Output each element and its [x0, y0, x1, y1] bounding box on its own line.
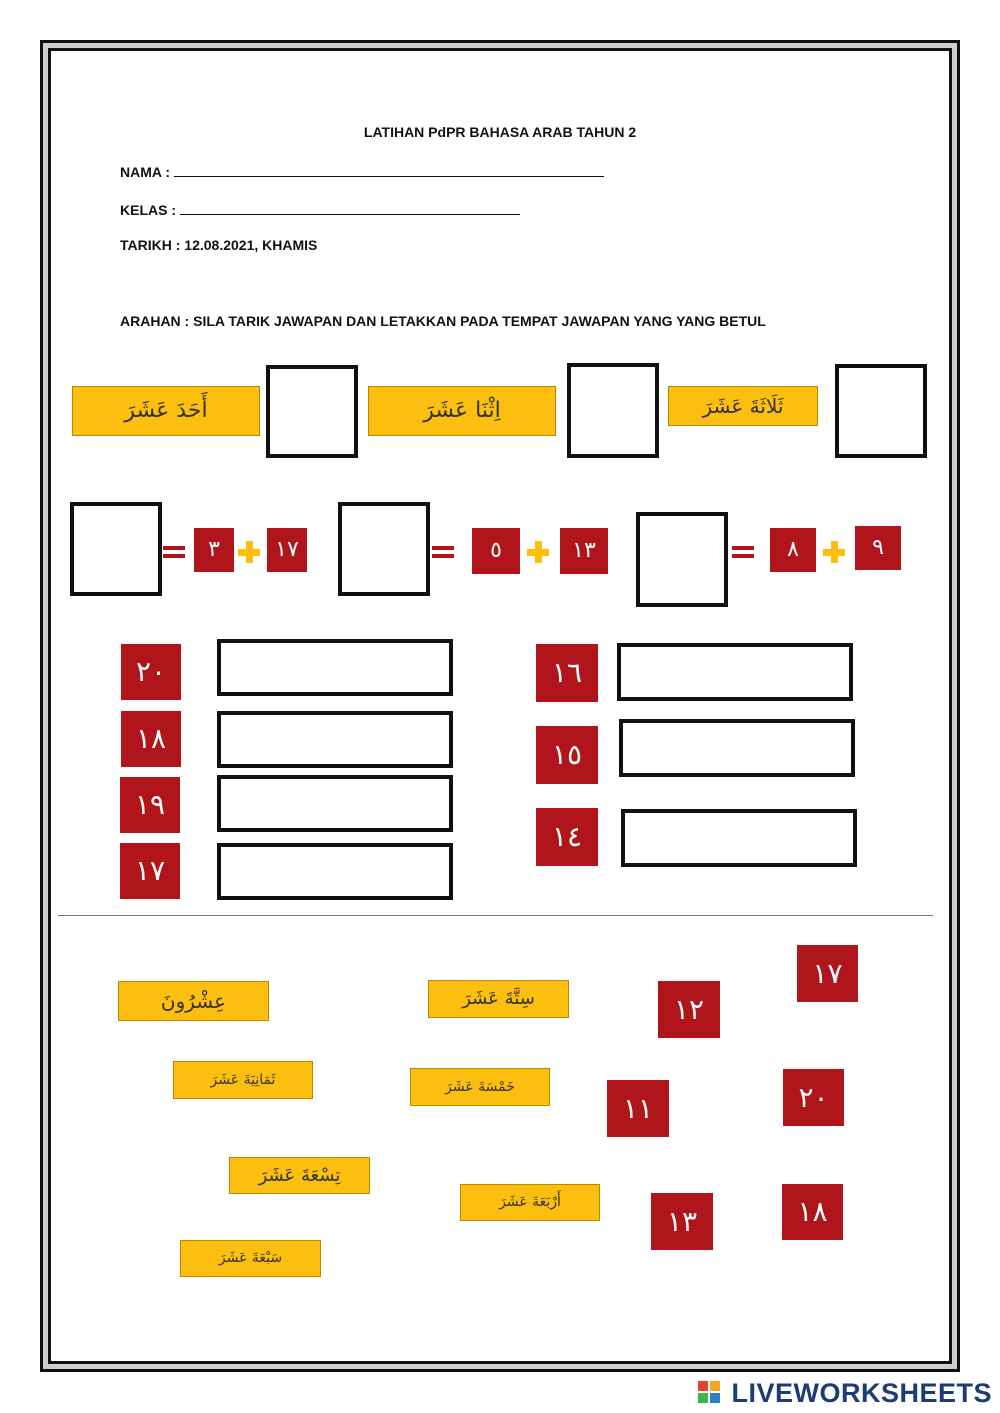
name-row — [120, 162, 604, 180]
number-card-16: ١٦ — [536, 644, 598, 702]
number-card-19: ١٩ — [120, 777, 180, 833]
equals-sign — [732, 546, 754, 558]
plus-icon — [238, 541, 260, 563]
drag-number-11[interactable]: ١١ — [607, 1080, 669, 1137]
equation-1-operand-a: ٣ — [194, 528, 234, 572]
drag-word-16[interactable]: سِتَّةَ عَشَرَ — [428, 980, 569, 1018]
equation-2-operand-a: ٥ — [472, 528, 520, 574]
name-line — [174, 162, 604, 177]
number-card-20: ٢٠ — [121, 644, 181, 700]
liveworksheets-brand: LIVEWORKSHEETS — [731, 1378, 992, 1408]
word-drop-box-15[interactable] — [619, 719, 855, 777]
word-drop-box-18[interactable] — [217, 711, 453, 768]
equation-answer-box-3[interactable] — [636, 512, 728, 607]
number-card-18: ١٨ — [121, 711, 181, 767]
plus-icon — [823, 541, 845, 563]
equation-answer-box-2[interactable] — [338, 502, 430, 596]
drag-word-19[interactable]: تِسْعَةَ عَشَرَ — [229, 1157, 370, 1194]
instruction: ARAHAN : SILA TARIK JAWAPAN DAN LETAKKAN PADA TEMPAT JAWAPAN YANG YANG BETUL — [120, 313, 766, 329]
date-label: TARIKH : 12.08.2021, KHAMIS — [120, 237, 318, 253]
equation-answer-box-1[interactable] — [70, 502, 162, 596]
class-line — [180, 200, 520, 215]
equation-3-operand-a: ٨ — [770, 528, 816, 572]
word-drop-box-19[interactable] — [217, 775, 453, 832]
word-drop-box-16[interactable] — [617, 643, 853, 701]
drop-box-11[interactable] — [266, 365, 358, 458]
name-label: NAMA : — [120, 164, 171, 180]
drag-number-17[interactable]: ١٧ — [797, 945, 858, 1002]
number-card-14: ١٤ — [536, 808, 598, 866]
worksheet-title: LATIHAN PdPR BAHASA ARAB TAHUN 2 — [363, 124, 637, 140]
drag-number-12[interactable]: ١٢ — [658, 981, 720, 1038]
word-card-13: ثَلَاثَةَ عَشَرَ — [668, 386, 818, 426]
drag-word-17[interactable]: سَبْعَةَ عَشَرَ — [180, 1240, 321, 1277]
word-drop-box-17[interactable] — [217, 843, 453, 900]
drag-word-20[interactable]: عِشْرُونَ — [118, 981, 269, 1021]
equation-3-operand-b: ٩ — [855, 526, 901, 570]
drag-number-13[interactable]: ١٣ — [651, 1193, 713, 1250]
equation-2-operand-b: ١٣ — [560, 528, 608, 574]
number-card-17: ١٧ — [120, 843, 180, 899]
drop-box-12[interactable] — [567, 363, 659, 458]
equals-sign — [432, 546, 454, 558]
word-card-12: اِثْنَا عَشَرَ — [368, 386, 556, 436]
plus-icon — [527, 541, 549, 563]
drag-word-15[interactable]: خَمْسَةَ عَشَرَ — [410, 1068, 550, 1106]
drop-box-13[interactable] — [835, 364, 927, 458]
section-divider — [58, 915, 933, 916]
equals-sign — [163, 546, 185, 558]
class-label: KELAS : — [120, 202, 176, 218]
word-drop-box-14[interactable] — [621, 809, 857, 867]
word-card-11: أَحَدَ عَشَرَ — [72, 386, 260, 436]
drag-number-18[interactable]: ١٨ — [782, 1184, 843, 1240]
equation-1-operand-b: ١٧ — [267, 528, 307, 572]
drag-number-20[interactable]: ٢٠ — [783, 1069, 844, 1126]
number-card-15: ١٥ — [536, 726, 598, 784]
drag-word-14[interactable]: أَرْبَعَةَ عَشَرَ — [460, 1184, 600, 1221]
drag-word-18[interactable]: ثَمَانِيَةَ عَشَرَ — [173, 1061, 313, 1099]
word-drop-box-20[interactable] — [217, 639, 453, 696]
liveworksheets-logo-icon — [698, 1381, 720, 1403]
class-row — [120, 200, 520, 218]
